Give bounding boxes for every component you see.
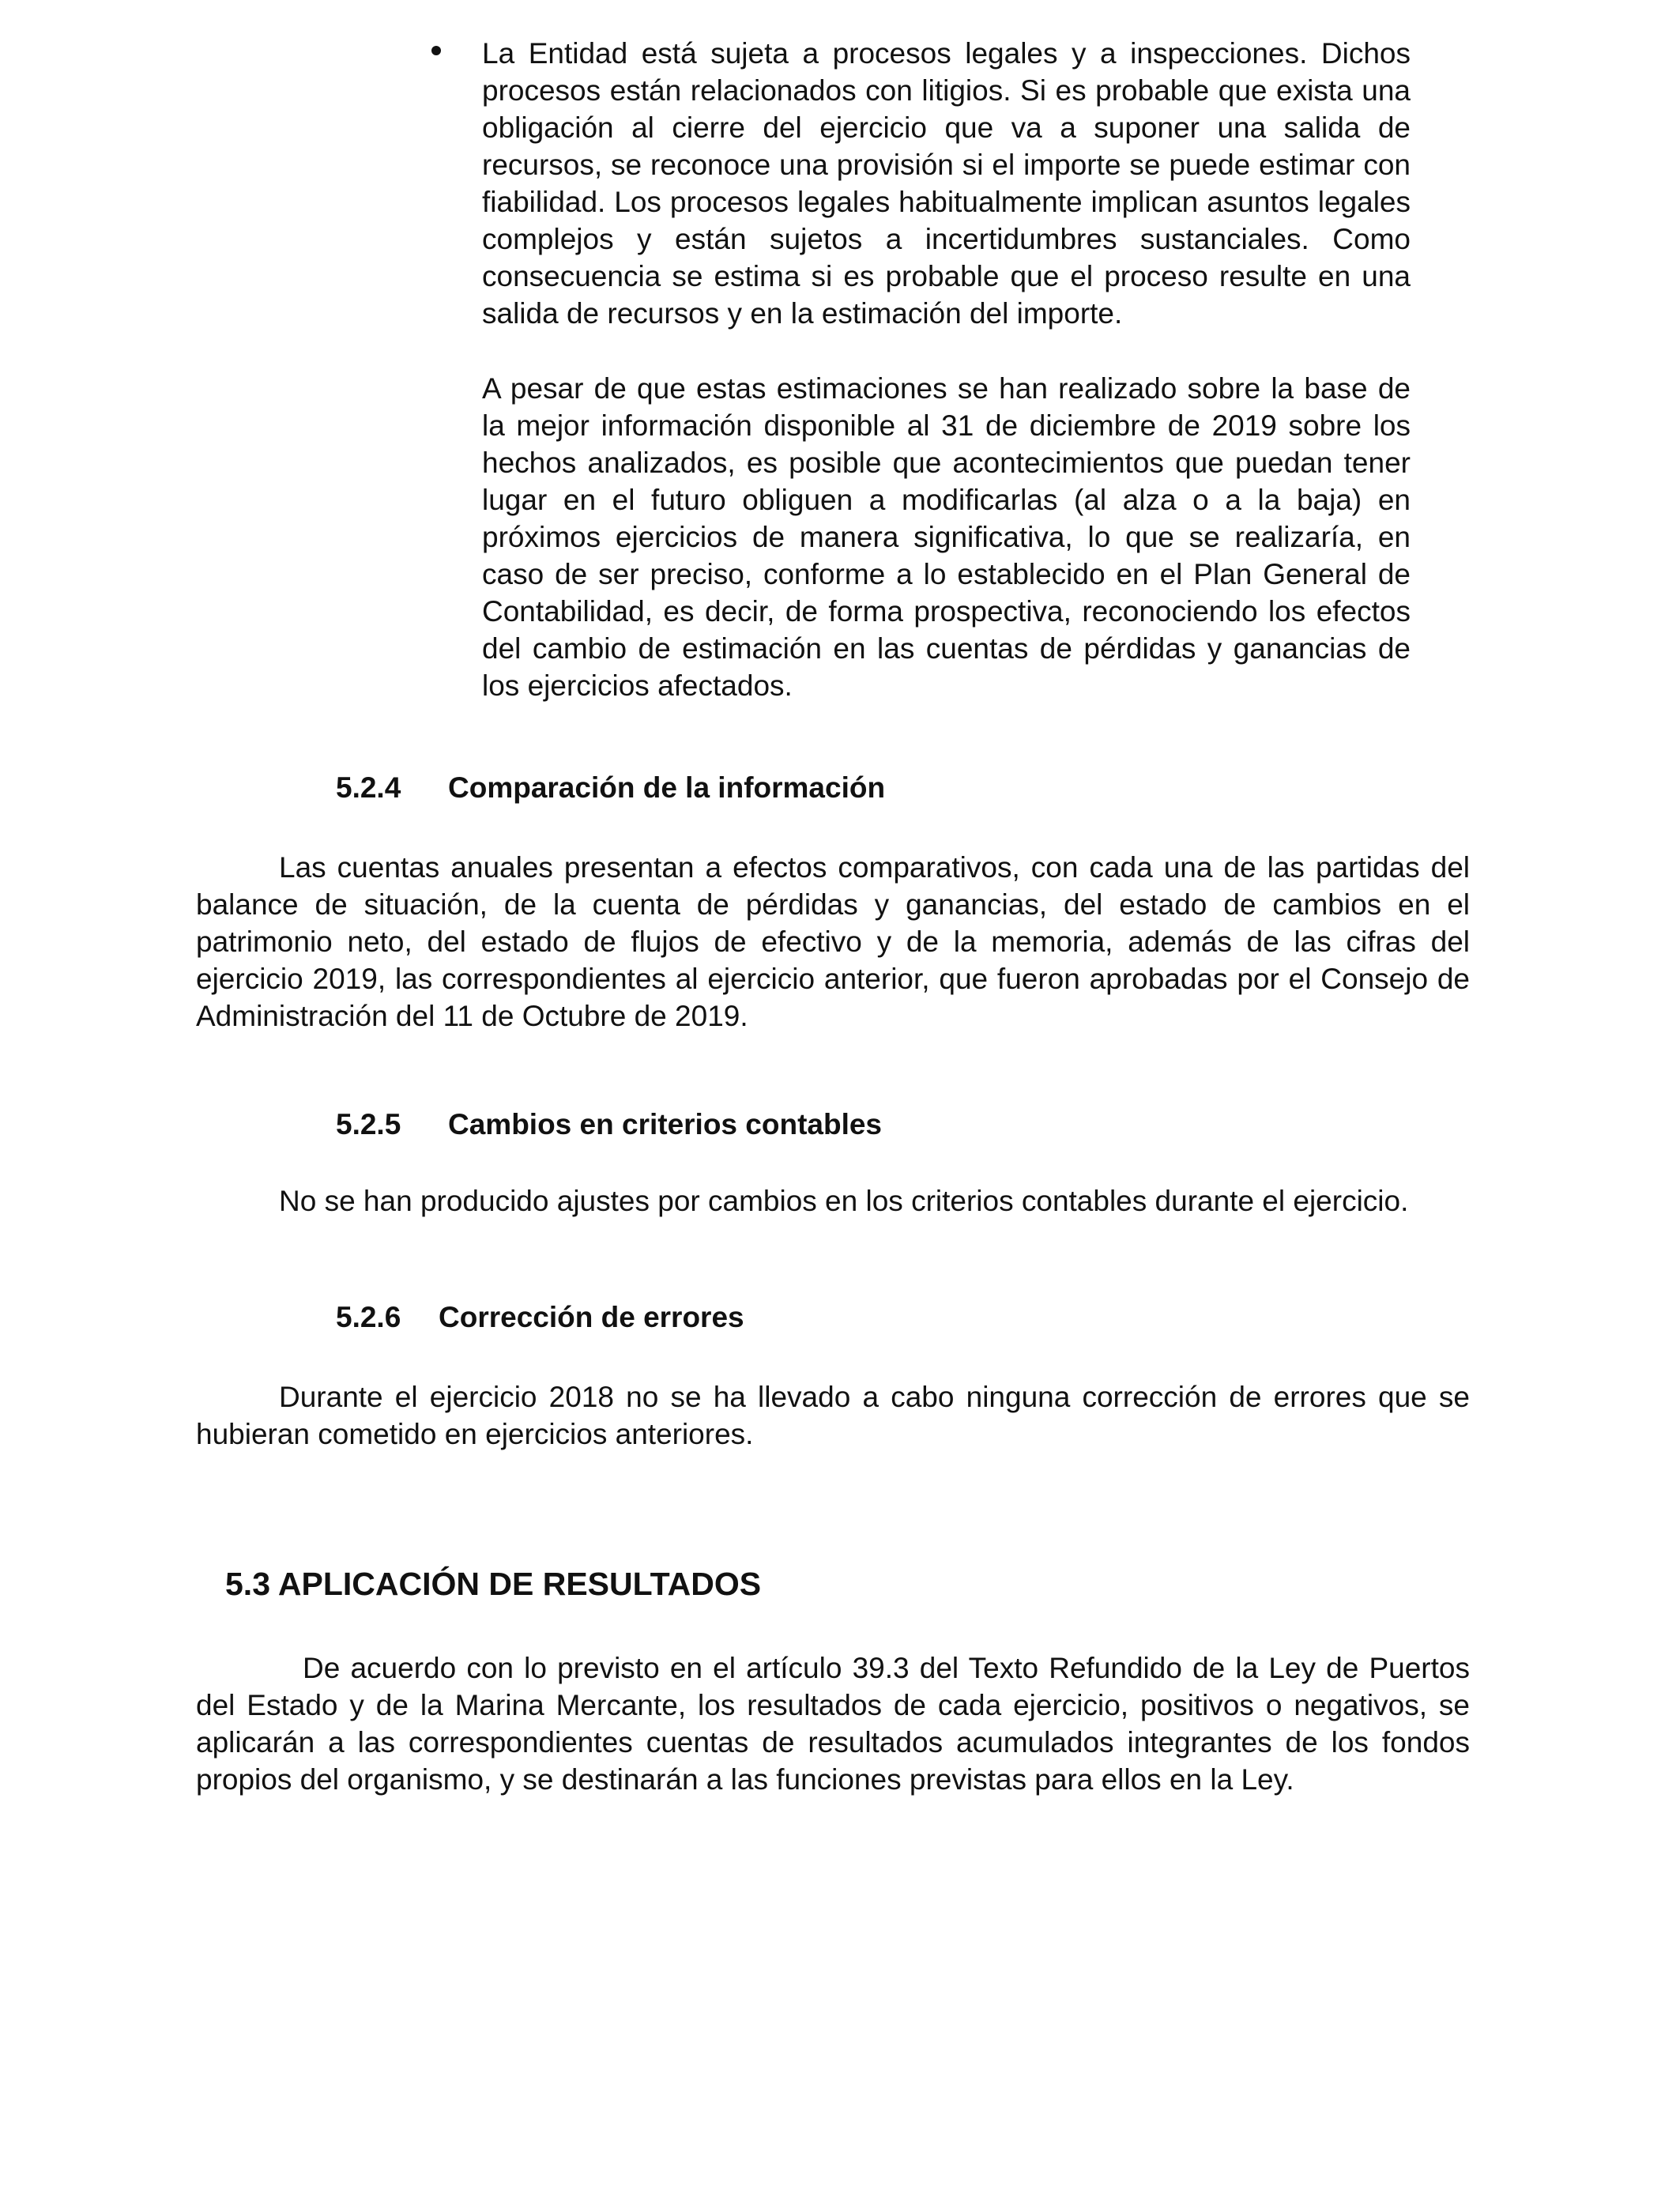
section-body-526: [196, 1378, 1470, 1453]
section-title: Corrección de errores: [439, 1301, 744, 1333]
section-body-525: [196, 1182, 1470, 1220]
section-body-53: [196, 1649, 1470, 1798]
section-number: 5.2.5: [336, 1108, 401, 1140]
section-heading-525: [336, 1106, 882, 1143]
bullet-paragraph-1: La Entidad está sujeta a procesos legales y a inspecciones. Dichos procesos están relacionados con litigios. Si es probable que exista una obligación al cierre del ejercicio que va a suponer una salida de recursos, se reconoce una provisión si el importe se puede estimar con fiabilidad. Los procesos legales habitualmente implican asuntos legales complejos y están sujetos a incertidumbres sustanciales. Como consecuencia se estima si es probable que el proceso resulte en una salida de recursos y en la estimación del importe.: [482, 37, 1411, 330]
section-paragraph: No se han producido ajustes por cambios en los criterios contables durante el ejercicio.: [279, 1185, 1409, 1217]
section-paragraph: De acuerdo con lo previsto en el artículo 39.3 del Texto Refundido de la Ley de Puertos del Estado y de la Marina Mercante, los resultados de cada ejercicio, positivos o negativos, se aplicarán a las correspondientes cuentas de resultados acumulados integrantes de los fondos propios del organismo, y se destinarán a las funciones previstas para ellos en la Ley.: [196, 1652, 1470, 1796]
bullet-icon: [431, 46, 441, 55]
section-heading-526: [336, 1299, 744, 1336]
section-paragraph: Las cuentas anuales presentan a efectos comparativos, con cada una de las partidas del balance de situación, de la cuenta de pérdidas y ganancias, del estado de cambios en el patrimonio neto, del estado de flujos de efectivo y de la memoria, además de las cifras del ejercicio 2019, las correspondientes al ejercicio anterior, que fueron aprobadas por el Consejo de Administración del 11 de Octubre de 2019.: [196, 851, 1470, 1032]
section-title: Comparación de la información: [448, 771, 886, 804]
bullet-paragraph-2: A pesar de que estas estimaciones se han realizado sobre la base de la mejor información disponible al 31 de diciembre de 2019 sobre los hechos analizados, es posible que acontecimientos que puedan tener lugar en el futuro obliguen a modificarlas (al alza o a la baja) en próximos ejercicios de manera significativa, lo que se realizaría, en caso de ser preciso, conforme a lo establecido en el Plan General de Contabilidad, es decir, de forma prospectiva, reconociendo los efectos del cambio de estimación en las cuentas de pérdidas y ganancias de los ejercicios afectados.: [482, 372, 1411, 702]
section-paragraph: Durante el ejercicio 2018 no se ha llevado a cabo ninguna corrección de errores que se hubieran cometido en ejercicios anteriores.: [196, 1381, 1470, 1450]
section-body-524: [196, 849, 1470, 1035]
section-number: 5.2.4: [336, 771, 401, 804]
section-title: Cambios en criterios contables: [448, 1108, 883, 1140]
section-heading-53: 5.3 APLICACIÓN DE RESULTADOS: [225, 1566, 762, 1602]
bullet-item: [482, 35, 1411, 704]
section-number: 5.2.6: [336, 1301, 401, 1333]
section-heading-524: [336, 769, 885, 806]
